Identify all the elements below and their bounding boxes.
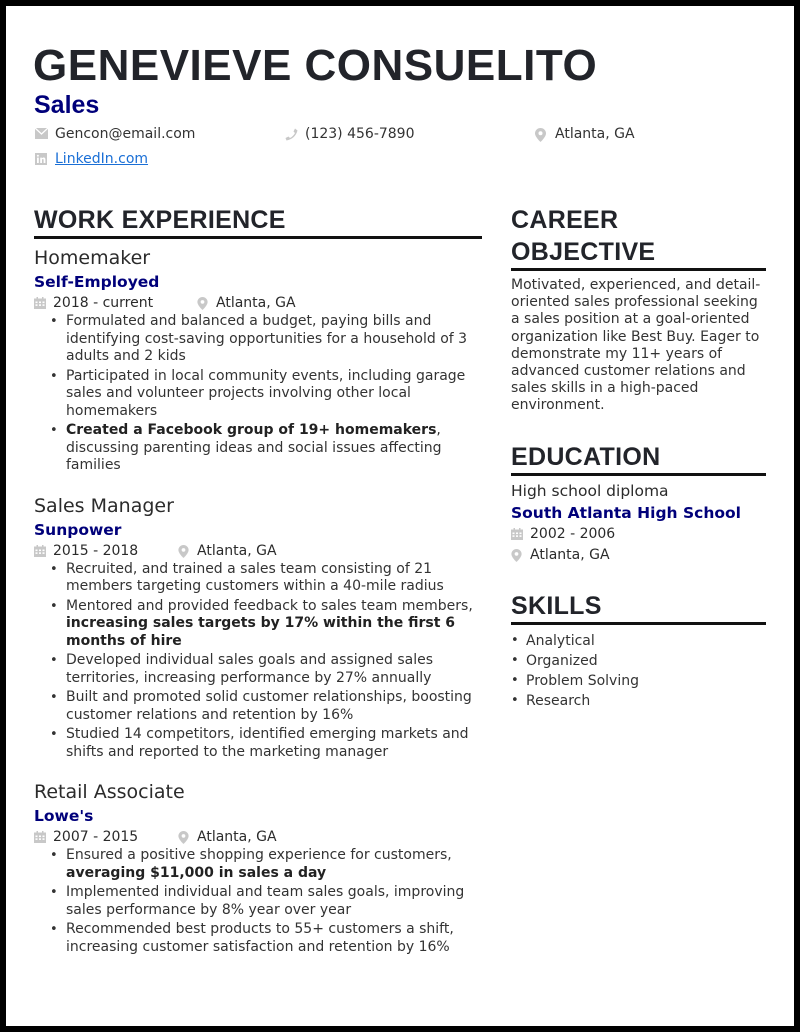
skill-item: • Analytical <box>511 631 766 651</box>
job-bullets <box>48 313 482 475</box>
contact-location <box>535 125 635 143</box>
map-pin-icon <box>178 831 190 843</box>
skill-item: • Research <box>511 691 766 711</box>
location-text: Atlanta, GA <box>555 126 635 142</box>
skills-heading: SKILLS <box>511 590 766 625</box>
education-heading: EDUCATION <box>511 441 766 476</box>
bullet-item: • Mentored and provided feedback to sales team members, increasing sales targets by 17% within the first 6 months of hire <box>48 598 482 651</box>
bullet-item: • Developed individual sales goals and assigned sales territories, increasing performance by 27% annually <box>48 652 482 687</box>
job-location <box>197 293 296 313</box>
linkedin-icon <box>35 153 48 166</box>
job-meta <box>34 293 482 313</box>
job-title: Sales Manager <box>34 494 174 517</box>
career-objective-heading <box>511 204 766 271</box>
contact-email <box>35 125 195 143</box>
company-name: Sunpower <box>34 520 122 539</box>
calendar-icon <box>34 297 46 309</box>
skill-item: • Organized <box>511 651 766 671</box>
objective-text: Motivated, experienced, and detail-oriented sales professional seeking a sales position at a goal-oriented organization like Best Buy. Eager to demonstrate my 11+ years of advanced customer relations and sales skills in a high-paced environment. <box>511 277 761 414</box>
job-entry <box>34 779 482 956</box>
education-location-text: Atlanta, GA <box>530 546 610 563</box>
candidate-name: GENEVIEVE CONSUELITO <box>33 41 598 90</box>
education-dates <box>511 524 766 545</box>
map-pin-icon <box>511 549 523 561</box>
calendar-icon <box>34 831 46 843</box>
job-location-text: Atlanta, GA <box>197 829 277 845</box>
phone-text: (123) 456-7890 <box>305 126 415 142</box>
job-bullets <box>48 847 482 956</box>
education-dates-text: 2002 - 2006 <box>530 525 616 542</box>
company-name: Lowe's <box>34 807 94 825</box>
company-name: Self-Employed <box>34 273 160 291</box>
job-entry <box>34 245 482 475</box>
linkedin-link[interactable]: LinkedIn.com <box>55 151 149 167</box>
map-pin-icon <box>197 297 209 309</box>
heading-line: CAREER <box>511 206 619 234</box>
bullet-item: • Built and promoted solid customer relationships, boosting customer relations and retention by 16% <box>48 689 482 724</box>
contact-phone <box>285 125 415 143</box>
education-section <box>511 441 766 566</box>
map-pin-icon <box>178 545 190 557</box>
work-experience-section <box>34 204 482 958</box>
map-pin-icon <box>535 128 548 141</box>
bullet-item: • Implemented individual and team sales goals, improving sales performance by 8% year over year <box>48 884 482 919</box>
job-location-text: Atlanta, GA <box>216 295 296 311</box>
bullet-item: • Recommended best products to 55+ customers a shift, increasing customer satisfaction and retention by 16% <box>48 921 482 956</box>
job-bullets <box>48 561 482 762</box>
job-meta <box>34 541 482 561</box>
career-objective-section <box>511 204 766 415</box>
job-entry <box>34 493 482 762</box>
bullet-item: • Studied 14 competitors, identified emerging markets and shifts and reported to the marketing manager <box>48 726 482 761</box>
job-location-text: Atlanta, GA <box>197 542 277 559</box>
work-experience-heading: WORK EXPERIENCE <box>34 204 482 239</box>
email-text: Gencon@email.com <box>55 126 196 142</box>
degree: High school diploma <box>511 481 669 500</box>
job-meta <box>34 827 482 847</box>
right-column <box>511 204 766 711</box>
job-title: Retail Associate <box>34 781 185 803</box>
school-name: South Atlanta High School <box>511 503 741 522</box>
bullet-item: • Formulated and balanced a budget, paying bills and identifying cost-saving opportunities for a household of 3 adults and 2 kids <box>48 313 482 366</box>
bullet-item: • Recruited, and trained a sales team consisting of 21 members targeting customers within a 40-mile radius <box>48 561 482 596</box>
candidate-title: Sales <box>34 91 100 119</box>
calendar-icon <box>511 528 523 540</box>
job-title: Homemaker <box>34 247 151 269</box>
skills-section <box>511 590 766 711</box>
skills-list <box>511 631 766 711</box>
education-location <box>511 545 766 566</box>
job-dates: 2018 - current <box>53 295 154 311</box>
phone-icon <box>285 128 298 141</box>
bullet-item: • Participated in local community events, including garage sales and volunteer projects involving other local homemakers <box>48 368 482 421</box>
skill-item: • Problem Solving <box>511 671 766 691</box>
heading-line: OBJECTIVE <box>511 238 656 266</box>
envelope-icon <box>35 128 48 141</box>
job-location <box>178 827 277 847</box>
contact-linkedin <box>35 150 148 168</box>
bullet-item: • Created a Facebook group of 19+ homemakers, discussing parenting ideas and social issues affecting families <box>48 422 482 475</box>
resume-page <box>6 6 794 1026</box>
job-dates: 2007 - 2015 <box>53 829 139 845</box>
job-dates: 2015 - 2018 <box>53 542 139 559</box>
bullet-item: • Ensured a positive shopping experience for customers, averaging $11,000 in sales a day <box>48 847 482 882</box>
calendar-icon <box>34 545 46 557</box>
job-location <box>178 541 277 561</box>
